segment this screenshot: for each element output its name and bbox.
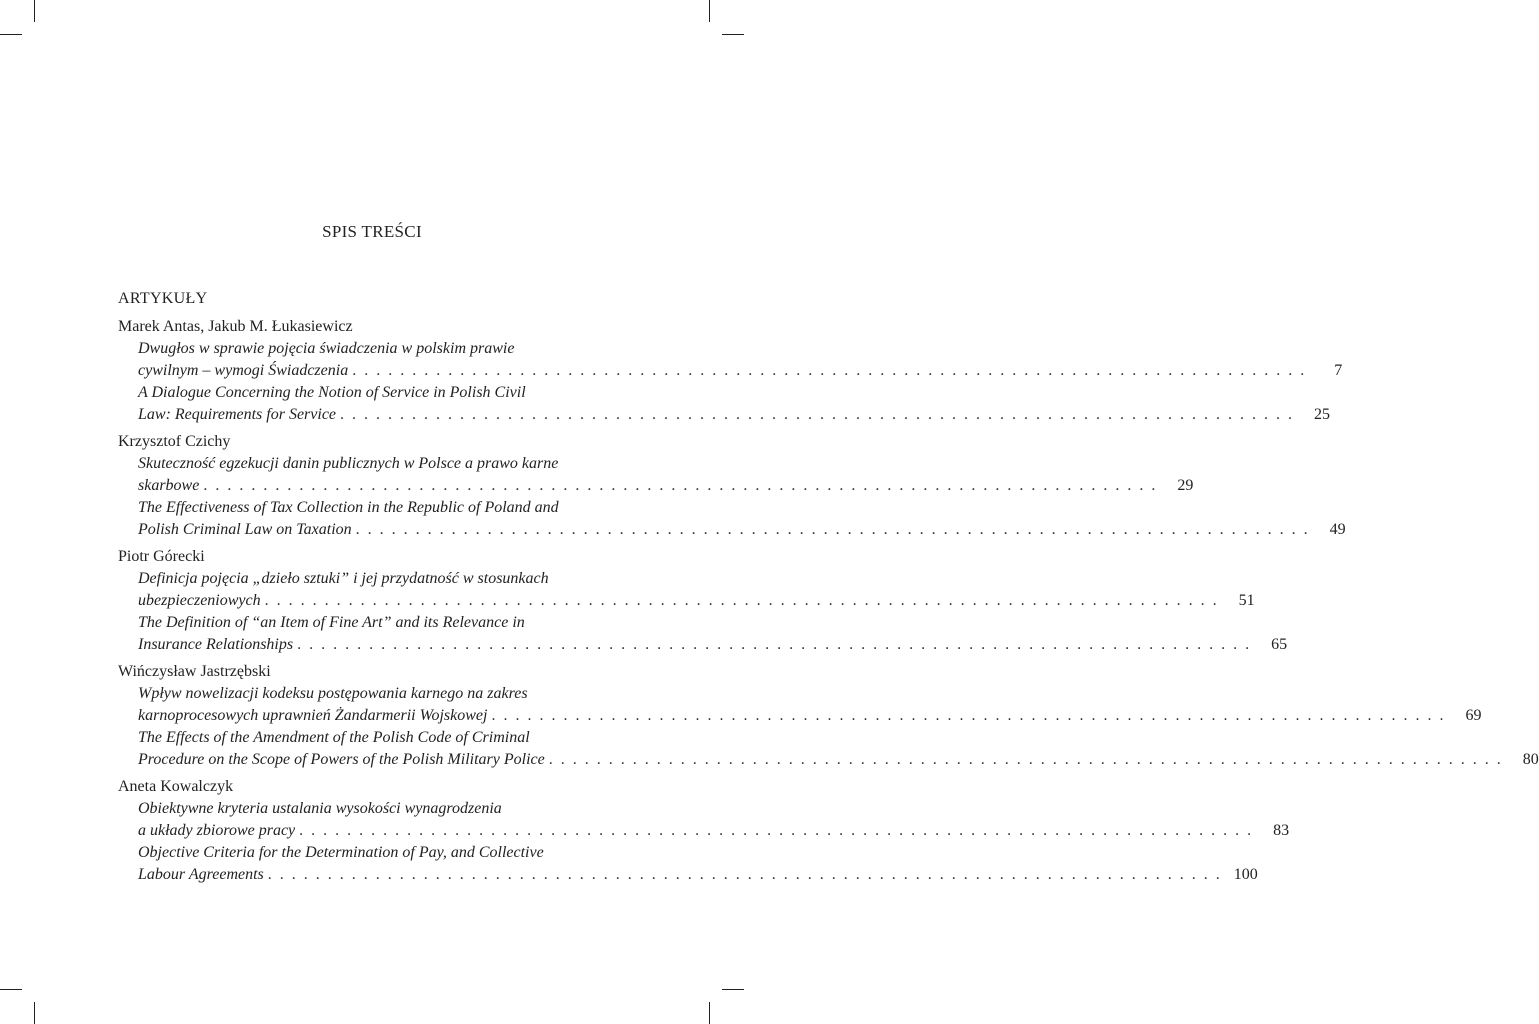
dot-leader: . . . . . . . . . . . . . . . . . . . . . . . . . . . . . . . . . . . . . . . . . . . . . . . . . . . . . . . . . . . . . . . . . . . . . . . . . . . . . . . .	[548, 751, 1503, 768]
entry-title-line2-row	[138, 519, 1346, 541]
page-number: 80	[1522, 751, 1539, 768]
page-number: 25	[1314, 406, 1331, 423]
entry-title-line1: Wpływ nowelizacji kodeksu postępowania karnego na zakres	[138, 685, 528, 702]
entry-title-line2-row	[138, 360, 1343, 382]
entry-title-line2: skarbowe	[138, 477, 200, 494]
page-number: 69	[1465, 707, 1482, 724]
toc-group	[118, 316, 1343, 431]
entry-title-line2: Polish Criminal Law on Taxation	[138, 521, 352, 538]
entry-title-line2: Procedure on the Scope of Powers of the Polish Military Police	[138, 751, 545, 768]
page-number: 29	[1177, 477, 1194, 494]
toc-entry	[118, 683, 1482, 727]
toc-group	[118, 431, 1346, 546]
page-number: 100	[1233, 866, 1258, 883]
entry-title-line1: The Definition of “an Item of Fine Art” and its Relevance in	[138, 614, 525, 631]
author-name: Krzysztof Czichy	[118, 433, 231, 450]
crop-mark-top-left-h	[0, 34, 22, 35]
toc-group	[118, 776, 1290, 886]
toc-entry	[118, 497, 1346, 541]
toc-entry	[118, 568, 1255, 612]
dot-leader: . . . . . . . . . . . . . . . . . . . . . . . . . . . . . . . . . . . . . . . . . . . . . . . . . . . . . . . . . . . . . . . . . . . . . . . . . . . . . . . .	[491, 707, 1446, 724]
dot-leader: . . . . . . . . . . . . . . . . . . . . . . . . . . . . . . . . . . . . . . . . . . . . . . . . . . . . . . . . . . . . . . . . . . . . . . . . . . . . . . . .	[352, 362, 1307, 379]
crop-mark-bottom-right-h	[722, 989, 744, 990]
table-of-contents	[118, 316, 1539, 886]
toc-entry	[118, 612, 1288, 656]
toc-entry	[118, 382, 1331, 426]
entry-title-line2: cywilnym – wymogi Świadczenia	[138, 362, 349, 379]
page-title: SPIS TREŚCI	[322, 222, 422, 241]
entry-title-line2: Insurance Relationships	[138, 636, 294, 653]
crop-mark-top-right	[709, 0, 710, 22]
entry-title-line2-row	[138, 749, 1539, 771]
dot-leader: . . . . . . . . . . . . . . . . . . . . . . . . . . . . . . . . . . . . . . . . . . . . . . . . . . . . . . . . . . . . . . . . . . . . . . . . . . . . . . . .	[299, 822, 1254, 839]
entry-title-line2: Law: Requirements for Service	[138, 406, 337, 423]
entry-title-line2-row	[138, 475, 1194, 497]
dot-leader: . . . . . . . . . . . . . . . . . . . . . . . . . . . . . . . . . . . . . . . . . . . . . . . . . . . . . . . . . . . . . . . . . . . . . . . . . . . . . . . .	[264, 592, 1219, 609]
section-heading: ARTYKUŁY	[118, 290, 208, 307]
page-number: 83	[1273, 822, 1290, 839]
entry-title-line2: Labour Agreements	[138, 866, 264, 883]
page-number: 51	[1238, 592, 1255, 609]
author-name: Aneta Kowalczyk	[118, 778, 234, 795]
entry-title-line1: Dwugłos w sprawie pojęcia świadczenia w polskim prawie	[138, 340, 515, 357]
dot-leader: . . . . . . . . . . . . . . . . . . . . . . . . . . . . . . . . . . . . . . . . . . . . . . . . . . . . . . . . . . . . . . . . . . . . . . . . . . . . . . . .	[203, 477, 1158, 494]
entry-title-line1: Definicja pojęcia „dzieło sztuki” i jej przydatność w stosunkach	[138, 570, 549, 587]
entry-title-line2: a układy zbiorowe pracy	[138, 822, 296, 839]
toc-entry	[118, 727, 1539, 771]
crop-mark-bottom-right	[709, 1002, 710, 1024]
page-number: 7	[1334, 362, 1343, 379]
page-number: 65	[1271, 636, 1288, 653]
entry-title-line2-row	[138, 404, 1331, 426]
entry-title-line1: Objective Criteria for the Determination of Pay, and Collective	[138, 844, 544, 861]
dot-leader: . . . . . . . . . . . . . . . . . . . . . . . . . . . . . . . . . . . . . . . . . . . . . . . . . . . . . . . . . . . . . . . . . . . . . . . . . . . . . . . .	[355, 521, 1310, 538]
entry-title-line2-row	[138, 820, 1290, 842]
entry-title-line2: ubezpieczeniowych	[138, 592, 261, 609]
entry-title-line2-row	[138, 864, 1258, 886]
author-name: Marek Antas, Jakub M. Łukasiewicz	[118, 318, 353, 335]
page-number: 49	[1329, 521, 1346, 538]
toc-entry	[118, 338, 1343, 382]
crop-mark-bottom-left-h	[0, 989, 22, 990]
entry-title-line2: karnoprocesowych uprawnień Żandarmerii Wojskowej	[138, 707, 488, 724]
author-name: Piotr Górecki	[118, 548, 205, 565]
dot-leader: . . . . . . . . . . . . . . . . . . . . . . . . . . . . . . . . . . . . . . . . . . . . . . . . . . . . . . . . . . . . . . . . . . . . . . . . . . . . . . . .	[297, 636, 1252, 653]
entry-title-line1: Skuteczność egzekucji danin publicznych w Polsce a prawo karne	[138, 455, 559, 472]
toc-entry	[118, 798, 1290, 842]
toc-group	[118, 661, 1539, 776]
toc-entry	[118, 842, 1258, 886]
dot-leader: . . . . . . . . . . . . . . . . . . . . . . . . . . . . . . . . . . . . . . . . . . . . . . . . . . . . . . . . . . . . . . . . . . . . . . . . . . . . . . . .	[340, 406, 1295, 423]
entry-title-line1: Obiektywne kryteria ustalania wysokości wynagrodzenia	[138, 800, 502, 817]
author-name: Wińczysław Jastrzębski	[118, 663, 271, 680]
crop-mark-bottom-left	[34, 1002, 35, 1024]
crop-mark-top-left	[34, 0, 35, 22]
toc-group	[118, 546, 1288, 661]
entry-title-line1: A Dialogue Concerning the Notion of Service in Polish Civil	[138, 384, 526, 401]
dot-leader: . . . . . . . . . . . . . . . . . . . . . . . . . . . . . . . . . . . . . . . . . . . . . . . . . . . . . . . . . . . . . . . . . . . . . . . . . . . . . . . .	[267, 866, 1222, 883]
entry-title-line2-row	[138, 705, 1482, 727]
entry-title-line1: The Effects of the Amendment of the Polish Code of Criminal	[138, 729, 530, 746]
toc-entry	[118, 453, 1194, 497]
crop-mark-top-right-h	[722, 34, 744, 35]
entry-title-line2-row	[138, 634, 1288, 656]
entry-title-line2-row	[138, 590, 1255, 612]
entry-title-line1: The Effectiveness of Tax Collection in the Republic of Poland and	[138, 499, 559, 516]
